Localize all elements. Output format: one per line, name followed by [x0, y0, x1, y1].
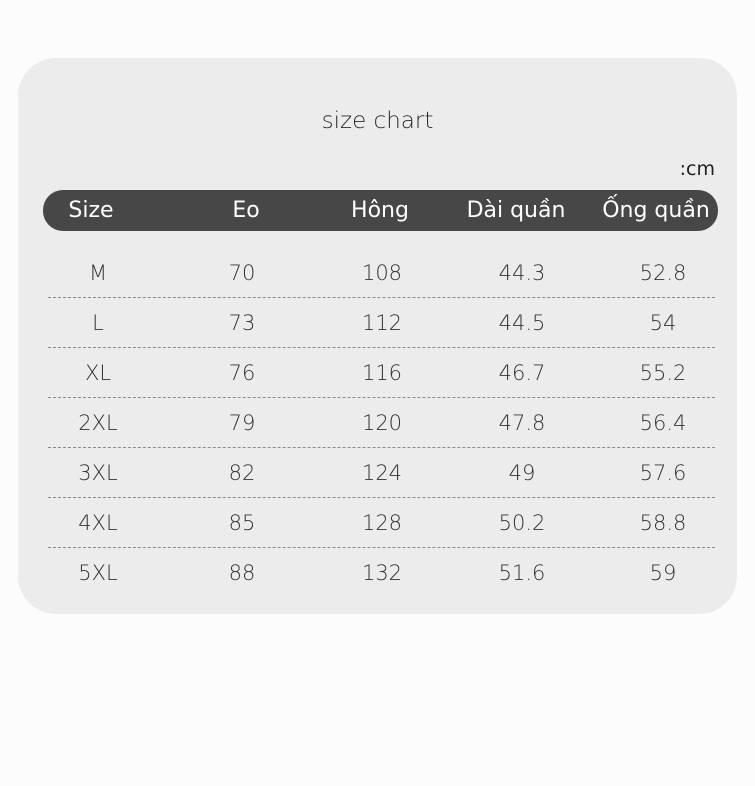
cell-leg-opening: 57.6: [639, 461, 687, 485]
cell-leg-opening: 54: [649, 311, 677, 335]
table-row: [48, 248, 715, 298]
table-row: [48, 398, 715, 448]
cell-length: 50.2: [498, 511, 546, 535]
cell-leg-opening: 55.2: [639, 361, 687, 385]
table-row: [48, 348, 715, 398]
cell-waist: 79: [228, 411, 256, 435]
unit-label: :cm: [679, 158, 715, 180]
cell-length: 51.6: [498, 561, 546, 585]
cell-leg-opening: 52.8: [639, 261, 687, 285]
cell-hip: 124: [361, 461, 403, 485]
cell-waist: 76: [228, 361, 256, 385]
size-table-body: [48, 248, 715, 597]
cell-waist: 82: [228, 461, 256, 485]
cell-waist: 70: [228, 261, 256, 285]
cell-size: 5XL: [78, 561, 118, 585]
cell-size: L: [92, 311, 104, 335]
cell-size: 4XL: [78, 511, 118, 535]
header-length: Dài quần: [466, 198, 566, 223]
header-hip: Hông: [351, 198, 409, 223]
cell-leg-opening: 56.4: [639, 411, 687, 435]
table-row: [48, 548, 715, 597]
cell-size: XL: [84, 361, 112, 385]
cell-size: M: [88, 261, 108, 285]
cell-size: 3XL: [78, 461, 118, 485]
cell-length: 47.8: [498, 411, 546, 435]
cell-hip: 120: [361, 411, 403, 435]
cell-length: 44.5: [498, 311, 546, 335]
cell-waist: 85: [228, 511, 256, 535]
cell-hip: 108: [361, 261, 403, 285]
cell-leg-opening: 58.8: [639, 511, 687, 535]
cell-length: 44.3: [498, 261, 546, 285]
header-size: Size: [68, 198, 114, 223]
cell-hip: 116: [361, 361, 403, 385]
chart-title: size chart: [321, 108, 434, 134]
table-row: [48, 448, 715, 498]
table-header: [43, 190, 718, 231]
cell-waist: 88: [228, 561, 256, 585]
table-row: [48, 498, 715, 548]
cell-leg-opening: 59: [649, 561, 677, 585]
cell-hip: 132: [361, 561, 403, 585]
cell-hip: 128: [361, 511, 403, 535]
cell-waist: 73: [228, 311, 256, 335]
header-waist: Eo: [232, 198, 260, 223]
cell-hip: 112: [361, 311, 403, 335]
cell-size: 2XL: [78, 411, 118, 435]
header-leg-opening: Ống quần: [602, 198, 710, 223]
table-row: [48, 298, 715, 348]
cell-length: 46.7: [498, 361, 546, 385]
cell-length: 49: [508, 461, 536, 485]
